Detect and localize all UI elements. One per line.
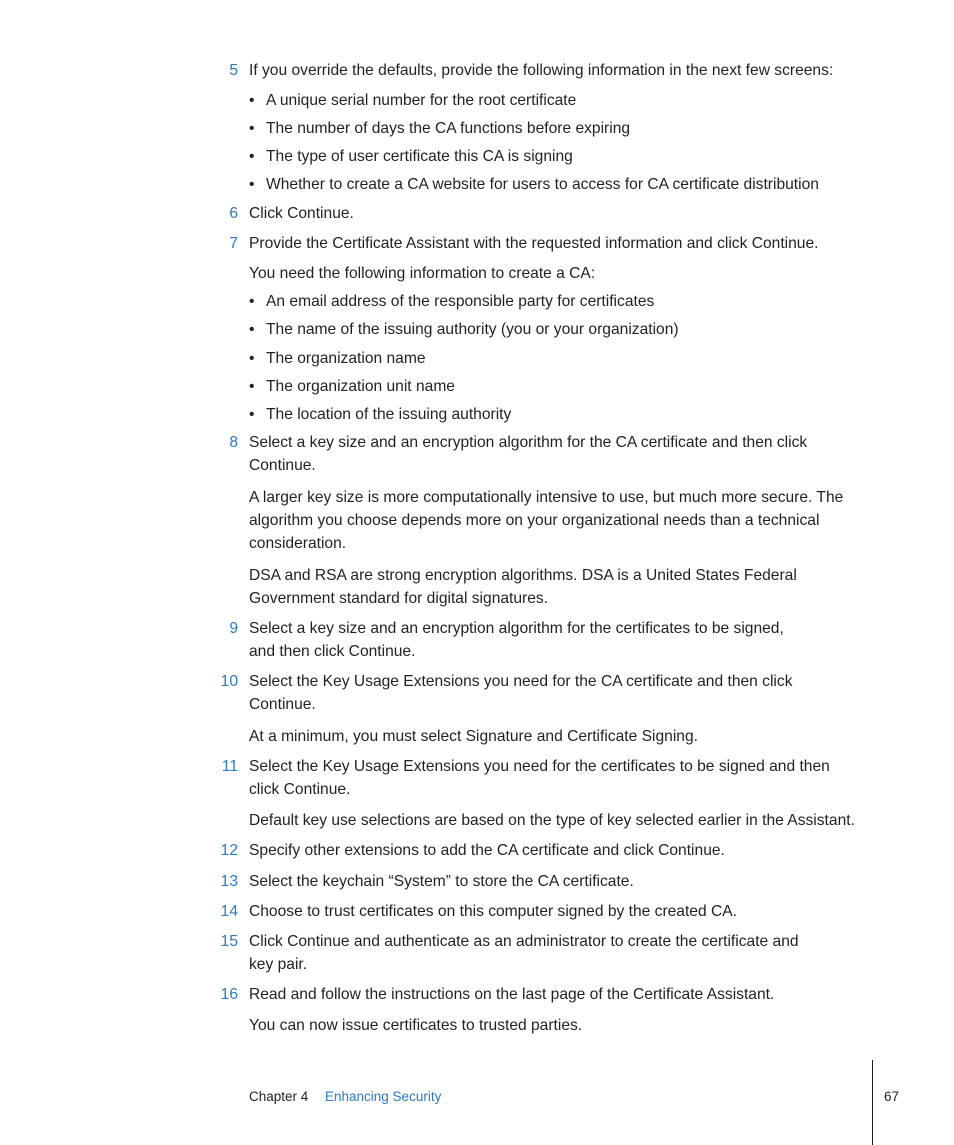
step-7-paragraph: You need the following information to create a CA: bbox=[249, 265, 596, 282]
bullet-marker: • bbox=[249, 378, 255, 395]
list-item: The organization name bbox=[266, 350, 426, 367]
step-number-5: 5 bbox=[229, 62, 238, 79]
footer-chapter: Chapter 4 bbox=[249, 1089, 309, 1104]
footer-chapter-title-link[interactable]: Enhancing Security bbox=[325, 1089, 442, 1104]
step-text-5: If you override the defaults, provide the following information in the next few screens: bbox=[249, 62, 834, 79]
step-text-6: Click Continue. bbox=[249, 205, 354, 222]
bullet-marker: • bbox=[249, 92, 255, 109]
step-number-15: 15 bbox=[220, 933, 238, 950]
step-number-6: 6 bbox=[229, 205, 238, 222]
step-10-paragraph: At a minimum, you must select Signature and Certificate Signing. bbox=[249, 728, 698, 745]
step-number-14: 14 bbox=[220, 903, 238, 920]
list-item: A unique serial number for the root certificate bbox=[266, 92, 577, 109]
step-11-paragraph: Default key use selections are based on the type of key selected earlier in the Assistant. bbox=[249, 812, 855, 829]
bullet-marker: • bbox=[249, 406, 255, 423]
bullet-marker: • bbox=[249, 176, 255, 193]
step-number-11: 11 bbox=[221, 758, 238, 775]
list-item: Whether to create a CA website for users to access for CA certificate distribution bbox=[266, 176, 819, 193]
step-8-paragraph-2-line-2: Government standard for digital signatures. bbox=[249, 590, 549, 607]
step-number-12: 12 bbox=[220, 842, 238, 859]
footer-divider bbox=[872, 1060, 873, 1145]
bullet-marker: • bbox=[249, 148, 255, 165]
step-number-7: 7 bbox=[229, 235, 238, 252]
step-number-9: 9 bbox=[229, 620, 238, 637]
list-item: The name of the issuing authority (you or your organization) bbox=[266, 321, 679, 338]
step-8-paragraph-1-line-3: consideration. bbox=[249, 535, 347, 552]
step-text-16: Read and follow the instructions on the last page of the Certificate Assistant. bbox=[249, 986, 775, 1003]
step-number-13: 13 bbox=[220, 873, 238, 890]
step-text-15-line-2: key pair. bbox=[249, 956, 308, 973]
bullet-marker: • bbox=[249, 350, 255, 367]
step-16-paragraph: You can now issue certificates to trusted parties. bbox=[249, 1017, 583, 1034]
bullet-marker: • bbox=[249, 321, 255, 338]
list-item: The location of the issuing authority bbox=[266, 406, 512, 423]
list-item: The organization unit name bbox=[266, 378, 455, 395]
step-text-8-line-2: Continue. bbox=[249, 457, 316, 474]
step-number-8: 8 bbox=[229, 434, 238, 451]
step-text-11-line-1: Select the Key Usage Extensions you need for the certificates to be signed and then bbox=[249, 758, 830, 775]
step-text-14: Choose to trust certificates on this computer signed by the created CA. bbox=[249, 903, 737, 920]
page-number: 67 bbox=[884, 1089, 900, 1104]
step-8-paragraph-1-line-2: algorithm you choose depends more on your organizational needs than a technical bbox=[249, 512, 820, 529]
step-text-9-line-2: and then click Continue. bbox=[249, 643, 416, 660]
step-text-7: Provide the Certificate Assistant with the requested information and click Continue. bbox=[249, 235, 819, 252]
bullet-marker: • bbox=[249, 293, 255, 310]
step-number-16: 16 bbox=[220, 986, 238, 1003]
list-item: The number of days the CA functions before expiring bbox=[266, 120, 631, 137]
step-text-10-line-1: Select the Key Usage Extensions you need for the CA certificate and then click bbox=[249, 673, 793, 690]
list-item: The type of user certificate this CA is signing bbox=[266, 148, 573, 165]
step-text-8-line-1: Select a key size and an encryption algorithm for the CA certificate and then click bbox=[249, 434, 808, 451]
step-8-paragraph-1-line-1: A larger key size is more computationally intensive to use, but much more secure. The bbox=[249, 489, 844, 506]
step-text-12: Specify other extensions to add the CA certificate and click Continue. bbox=[249, 842, 725, 859]
bullet-marker: • bbox=[249, 120, 255, 137]
list-item: An email address of the responsible party for certificates bbox=[266, 293, 655, 310]
step-text-10-line-2: Continue. bbox=[249, 696, 316, 713]
step-text-9-line-1: Select a key size and an encryption algorithm for the certificates to be signed, bbox=[249, 620, 784, 637]
step-8-paragraph-2-line-1: DSA and RSA are strong encryption algorithms. DSA is a United States Federal bbox=[249, 567, 797, 584]
step-text-11-line-2: click Continue. bbox=[249, 781, 351, 798]
step-text-15-line-1: Click Continue and authenticate as an administrator to create the certificate and bbox=[249, 933, 799, 950]
step-number-10: 10 bbox=[220, 673, 238, 690]
step-text-13: Select the keychain “System” to store the CA certificate. bbox=[249, 873, 634, 890]
